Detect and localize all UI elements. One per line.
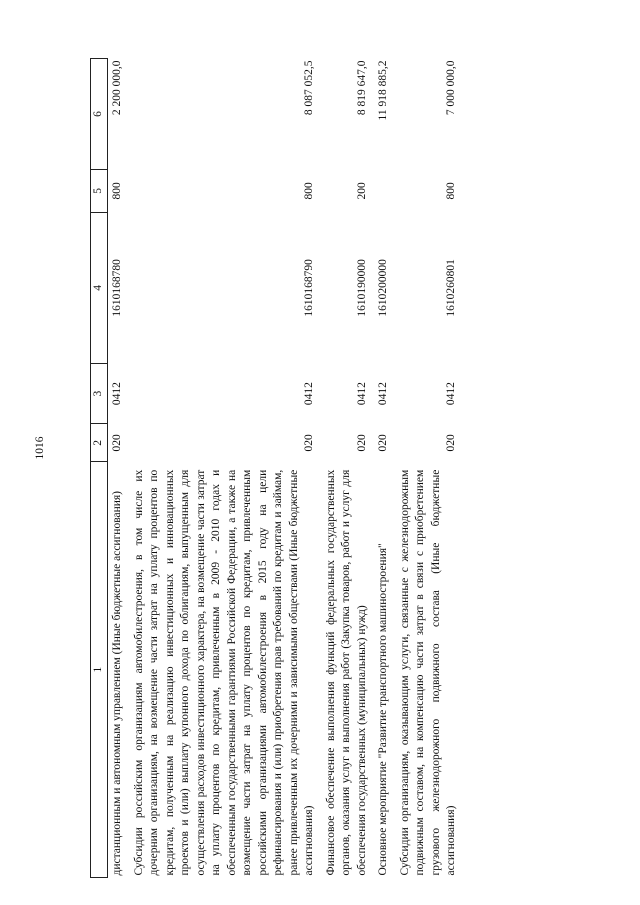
budget-table xyxy=(90,58,466,878)
table-row xyxy=(132,59,324,878)
header-col-5: 5 xyxy=(91,169,108,212)
row-section-code: 0412 xyxy=(445,382,458,406)
row-description: Субсидии организациям, оказывающим услуги, связанные с железнодорожным подвижным составом, на компенсацию части затрат в связи с приобретением грузового железнодорожного подвижного состава (Иные бюджетные ассигнования) xyxy=(398,469,458,876)
row-amount: 7 000 000,0 xyxy=(445,60,458,116)
row-description: Основное мероприятие "Развитие транспортного машиностроения" xyxy=(377,543,390,876)
header-col-4: 4 xyxy=(91,212,108,363)
row-ministry-code: 020 xyxy=(303,434,316,452)
row-section-code: 0412 xyxy=(377,382,390,406)
row-expense-type: 800 xyxy=(303,182,316,200)
row-target-code: 1610260801 xyxy=(445,259,458,317)
row-description: дистанционным и автономным управлением (Иные бюджетные ассигнования) xyxy=(111,490,123,876)
row-expense-type: 200 xyxy=(355,182,368,200)
row-target-code: 1610168780 xyxy=(111,259,123,317)
row-expense-type: 800 xyxy=(111,182,123,200)
row-section-code: 0412 xyxy=(111,382,123,406)
row-target-code: 1610200000 xyxy=(377,259,390,317)
row-target-code: 1610190000 xyxy=(355,259,368,317)
row-target-code: 1610168790 xyxy=(303,259,316,317)
row-amount: 8 819 647,0 xyxy=(355,60,368,116)
row-amount: 2 200 000,0 xyxy=(111,60,123,116)
table-row xyxy=(324,59,377,878)
row-section-code: 0412 xyxy=(355,382,368,406)
row-description: Субсидии российским организациям автомобилестроения, в том числе их дочерним организациям, на возмещение части затрат на уплату процентов по кредитам, полученным на реализацию инвестиционных и инновационных проектов и (или) выплату купонного дохода по облигациям, выпущенным для осуществления расходов инвестиционного характера, на возмещение части затрат на уплату процентов по кредитам, привлеченным в 2009 - 2010 годах и обеспеченным государственными гарантиями Российской Федерации, а также на возмещение части затрат на уплату процентов по кредитам, привлеченным российскими организациями автомобилестроения в 2015 году на цели рефинансирования и (или) приобретения прав требований по кредитам и займам, ранее привлеченным их дочерними и зависимыми обществами (Иные бюджетные ассигнования) xyxy=(132,469,316,876)
row-description: Финансовое обеспечение выполнения функций федеральных государственных органов, оказания услуг и выполнения работ (Закупка товаров, работ и услуг для обеспечения государственных (муниципальных) нужд) xyxy=(324,469,368,876)
table-row xyxy=(398,59,466,878)
rotated-page xyxy=(90,58,590,878)
row-ministry-code: 020 xyxy=(355,434,368,452)
row-ministry-code: 020 xyxy=(377,434,390,452)
header-col-2: 2 xyxy=(91,424,108,462)
table-row xyxy=(376,59,398,878)
page-number: 1016 xyxy=(34,436,46,460)
row-amount: 11 918 885,2 xyxy=(377,60,390,121)
row-expense-type: 800 xyxy=(445,182,458,200)
header-col-1: 1 xyxy=(91,462,108,878)
header-col-6: 6 xyxy=(91,59,108,170)
table-row xyxy=(108,59,132,878)
row-ministry-code: 020 xyxy=(445,434,458,452)
header-col-3: 3 xyxy=(91,363,108,423)
row-ministry-code: 020 xyxy=(111,434,123,452)
row-section-code: 0412 xyxy=(303,382,316,406)
row-expense-type xyxy=(376,169,398,212)
header-row xyxy=(91,59,108,878)
row-amount: 8 087 052,5 xyxy=(303,60,316,116)
